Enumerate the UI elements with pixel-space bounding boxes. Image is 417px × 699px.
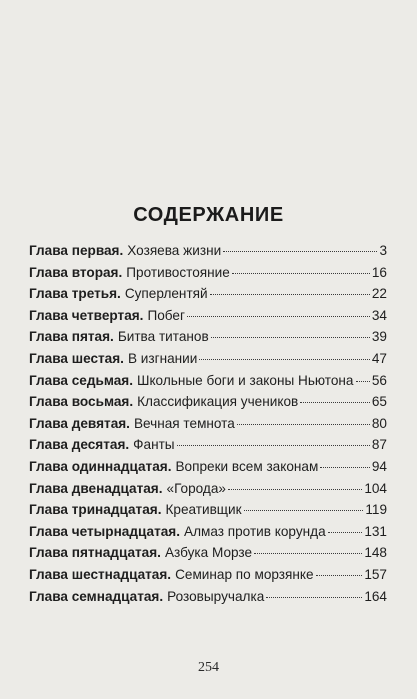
toc-entry (29, 262, 387, 284)
toc-entry (29, 564, 387, 586)
dot-leader (228, 489, 362, 490)
table-of-contents (29, 240, 387, 607)
chapter-page-number: 80 (371, 415, 387, 431)
chapter-label: Глава третья. (29, 286, 121, 302)
toc-entry (29, 370, 387, 392)
dot-leader (199, 359, 370, 360)
chapter-page-number: 65 (371, 394, 387, 410)
show-through-text (0, 0, 417, 230)
chapter-label: Глава пятая. (29, 329, 114, 345)
dot-leader (316, 575, 363, 576)
chapter-title: Алмаз против корунда (184, 523, 326, 539)
toc-entry (29, 283, 387, 305)
chapter-page-number: 131 (364, 523, 387, 539)
chapter-title: Креативщик (165, 502, 242, 518)
chapter-label: Глава шестнадцатая. (29, 566, 172, 582)
chapter-page-number: 148 (364, 545, 387, 561)
chapter-page-number: 94 (371, 458, 387, 474)
chapter-page-number: 34 (371, 307, 387, 323)
chapter-title: «Города» (166, 480, 226, 496)
chapter-page-number: 157 (364, 566, 387, 582)
dot-leader (211, 337, 370, 338)
chapter-page-number: 56 (371, 372, 387, 388)
chapter-title: Вопреки всем законам (175, 458, 319, 474)
dot-leader (232, 273, 370, 274)
chapter-label: Глава шестая. (29, 350, 124, 366)
chapter-title: Битва титанов (117, 329, 209, 345)
toc-entry (29, 305, 387, 327)
chapter-label: Глава первая. (29, 243, 124, 258)
chapter-title: Классификация учеников (137, 394, 299, 410)
page-number: 254 (198, 660, 219, 675)
chapter-label: Глава четырнадцатая. (29, 523, 180, 539)
toc-entry (29, 586, 387, 608)
chapter-page-number: 119 (365, 502, 387, 518)
chapter-page-number: 164 (364, 588, 387, 604)
chapter-title: Противостояние (126, 264, 230, 280)
chapter-label: Глава пятнадцатая. (29, 545, 161, 561)
chapter-title: Побег (147, 307, 185, 323)
toc-entry (29, 240, 387, 262)
chapter-page-number: 16 (371, 264, 387, 280)
chapter-label: Глава восьмая. (29, 394, 134, 410)
toc-entry (29, 478, 387, 500)
toc-entry (29, 348, 387, 370)
toc-entry (29, 499, 387, 521)
toc-entry (29, 413, 387, 435)
dot-leader (320, 467, 370, 468)
chapter-title: Азбука Морзе (164, 545, 253, 561)
dot-leader (177, 445, 370, 446)
toc-entry (29, 542, 387, 564)
chapter-title: Фанты (133, 437, 175, 453)
toc-entry (29, 434, 387, 456)
dot-leader (300, 402, 370, 403)
chapter-title: Школьные боги и законы Ньютона (137, 372, 354, 388)
dot-leader (356, 381, 370, 382)
dot-leader (187, 316, 370, 317)
toc-entry (29, 391, 387, 413)
chapter-label: Глава десятая. (29, 437, 130, 453)
chapter-label: Глава четвертая. (29, 307, 144, 323)
toc-entry (29, 456, 387, 478)
chapter-page-number: 3 (379, 243, 387, 258)
chapter-label: Глава девятая. (29, 415, 130, 431)
toc-entry (29, 326, 387, 348)
chapter-page-number: 47 (371, 350, 387, 366)
chapter-title: В изгнании (127, 350, 198, 366)
chapter-page-number: 22 (371, 286, 387, 302)
chapter-title: Хозяева жизни (127, 243, 222, 258)
chapter-title: Суперлентяй (124, 286, 208, 302)
toc-entry (29, 521, 387, 543)
dot-leader (223, 251, 377, 252)
dot-leader (210, 294, 370, 295)
chapter-label: Глава семнадцатая. (29, 588, 164, 604)
page-title: СОДЕРЖАНИЕ (133, 204, 284, 226)
chapter-page-number: 87 (371, 437, 387, 453)
chapter-label: Глава одиннадцатая. (29, 458, 172, 474)
chapter-page-number: 39 (371, 329, 387, 345)
chapter-label: Глава двенадцатая. (29, 480, 163, 496)
chapter-label: Глава тринадцатая. (29, 502, 162, 518)
dot-leader (266, 597, 362, 598)
chapter-title: Семинар по морзянке (175, 566, 314, 582)
chapter-label: Глава седьмая. (29, 372, 133, 388)
chapter-page-number: 104 (364, 480, 387, 496)
dot-leader (237, 424, 370, 425)
dot-leader (328, 532, 363, 533)
chapter-title: Вечная темнота (133, 415, 235, 431)
chapter-title: Розовыручалка (167, 588, 265, 604)
dot-leader (254, 553, 362, 554)
chapter-label: Глава вторая. (29, 264, 123, 280)
dot-leader (244, 510, 364, 511)
